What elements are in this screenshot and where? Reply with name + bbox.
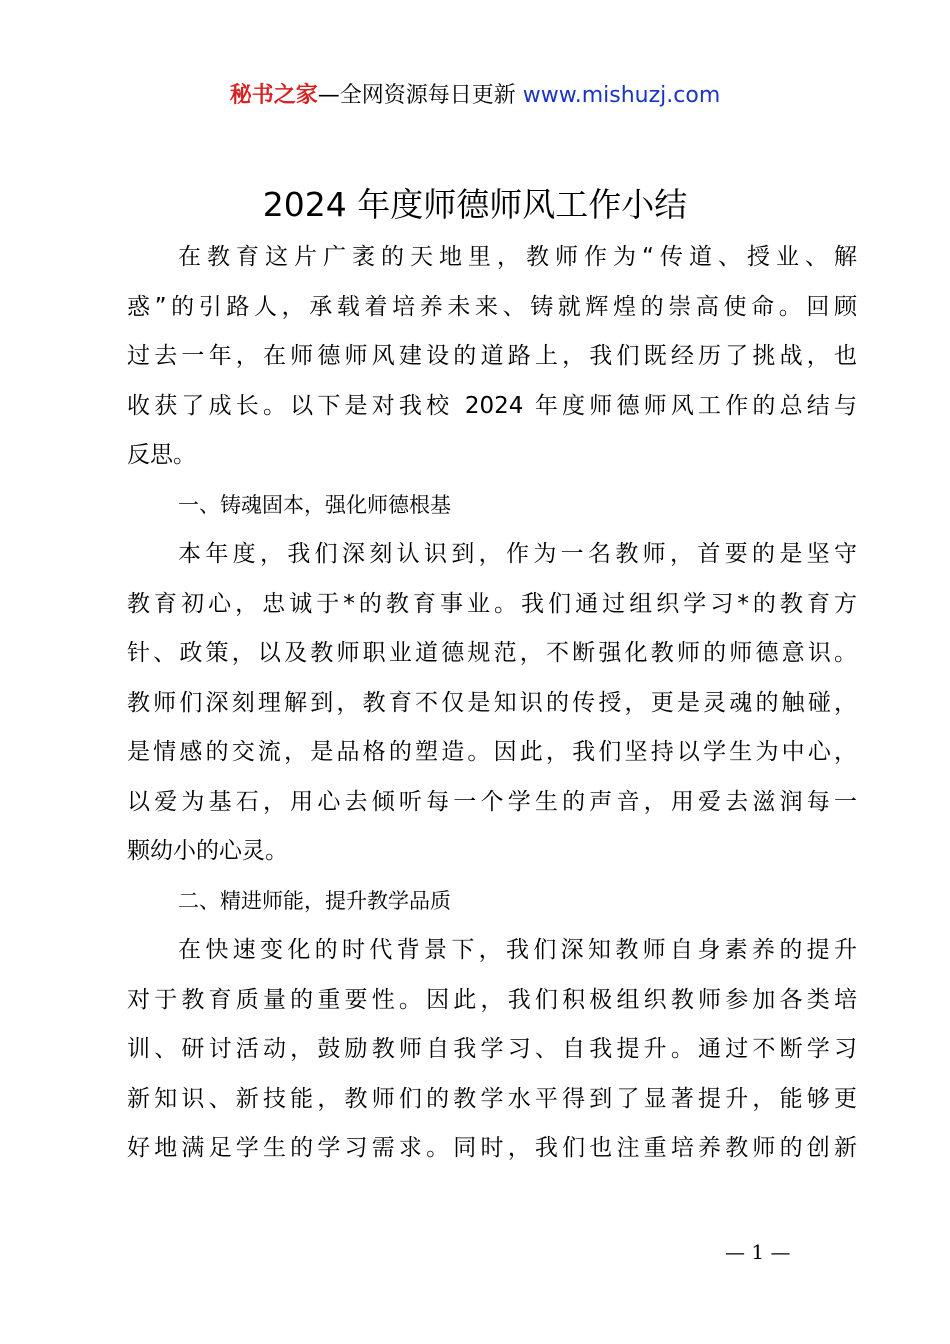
text-line: 在教育这片广袤的天地里，教师作为“传道、授业、解	[178, 244, 857, 270]
text-line: 教育初心，忠诚于*的教育事业。我们通过组织学习*的教育方	[127, 590, 857, 617]
text-line: 对于教育质量的重要性。因此，我们积极组织教师参加各类培	[127, 986, 857, 1013]
section-heading-1: 一、铸魂固本，强化师德根基	[178, 492, 451, 517]
text-line: 颗幼小的心灵。	[127, 838, 288, 864]
header-tagline: —全网资源每日更新	[317, 83, 523, 108]
text-line: 过去一年，在师德师风建设的道路上，我们既经历了挑战，也	[127, 343, 857, 369]
text-line: 以爱为基石，用心去倾听每一个学生的声音，用爱去滋润每一	[127, 788, 857, 815]
document-title: 2024 年度师德师风工作小结	[262, 185, 688, 224]
text-line: 本年度，我们深刻认识到，作为一名教师，首要的是坚守	[178, 541, 857, 567]
section-2-paragraph	[127, 926, 857, 1174]
section-heading-2: 二、精进师能，提升教学品质	[178, 888, 451, 913]
text-line: 教师们深刻理解到，教育不仅是知识的传授，更是灵魂的触碰，	[127, 689, 857, 716]
text-line: 训、研讨活动，鼓励教师自我学习、自我提升。通过不断学习	[127, 1036, 857, 1062]
brand-name: 秘书之家	[229, 83, 318, 108]
text-line: 反思。	[127, 442, 196, 468]
intro-paragraph	[127, 233, 857, 481]
text-line: 是情感的交流，是品格的塑造。因此，我们坚持以学生为中心，	[127, 739, 857, 765]
section-1-paragraph	[127, 530, 857, 877]
site-header	[0, 80, 950, 112]
site-url-link[interactable]: www.mishuzj.com	[522, 83, 721, 108]
text-line: 在快速变化的时代背景下，我们深知教师自身素养的提升	[178, 937, 857, 963]
document-body	[127, 233, 857, 1174]
text-line: 好地满足学生的学习需求。同时，我们也注重培养教师的创新	[127, 1135, 857, 1161]
text-line: 惑”的引路人，承载着培养未来、铸就辉煌的崇高使命。回顾	[127, 293, 857, 320]
text-line: 收获了成长。以下是对我校 2024 年度师德师风工作的总结与	[127, 392, 857, 419]
text-line: 针、政策，以及教师职业道德规范，不断强化教师的师德意识。	[127, 640, 857, 666]
text-line: 新知识、新技能，教师们的教学水平得到了显著提升，能够更	[127, 1085, 857, 1112]
page-number: — 1 —	[725, 1240, 791, 1264]
